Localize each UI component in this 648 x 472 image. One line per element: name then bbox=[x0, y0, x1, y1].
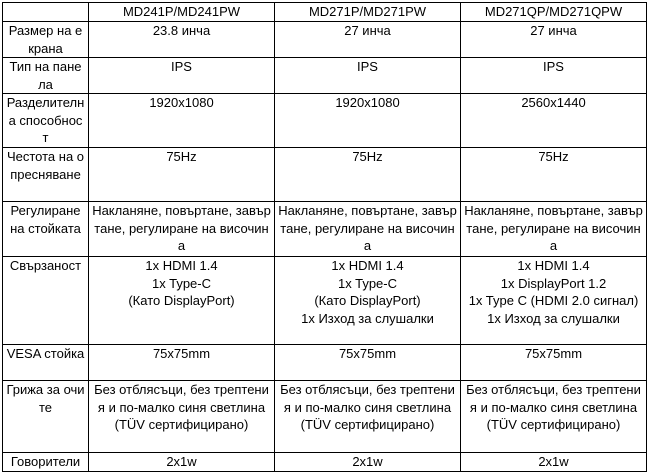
cell-line: 1x Type-C bbox=[151, 275, 211, 291]
cell-line: 1920x1080 bbox=[335, 95, 400, 110]
row-screen-size bbox=[3, 22, 647, 58]
cell-line: 75Hz bbox=[352, 149, 383, 164]
header-md271qp: MD271QP/MD271QPW bbox=[461, 3, 647, 22]
cell-line: Без отблясъци, без трептения и по-малко синя светлина (TÜV сертифицирано) bbox=[94, 382, 269, 432]
header-md241p: MD241P/MD241PW bbox=[89, 3, 275, 22]
header-empty-cell bbox=[3, 3, 89, 22]
row-label-eye-care: Грижа за очите bbox=[3, 381, 89, 453]
cell-eye-care-md271p bbox=[275, 381, 461, 453]
cell-line: 1x Type C (HDMI 2.0 сигнал) bbox=[468, 293, 639, 308]
cell-panel-type-md271p bbox=[275, 58, 461, 94]
cell-stand-adjustment-md271p bbox=[275, 202, 461, 257]
cell-eye-care-md241p bbox=[89, 381, 275, 453]
cell-panel-type-md271qp bbox=[461, 58, 647, 94]
cell-line: 1x HDMI 1.4 bbox=[331, 258, 404, 273]
cell-stand-adjustment-md241p bbox=[89, 202, 275, 257]
cell-line: IPS bbox=[543, 59, 564, 74]
cell-line: 1x Type-C bbox=[337, 275, 397, 291]
row-connectivity bbox=[3, 257, 647, 345]
monitor-spec-table bbox=[2, 2, 647, 472]
cell-line: (Като DisplayPort) bbox=[314, 293, 421, 308]
cell-speakers-md241p bbox=[89, 453, 275, 472]
cell-eye-care-md271qp bbox=[461, 381, 647, 453]
cell-line: 1x Изход за слушалки bbox=[487, 310, 620, 326]
row-label-screen-size: Размер на екрана bbox=[3, 22, 89, 58]
cell-line: 75x75mm bbox=[152, 346, 211, 361]
row-speakers bbox=[3, 453, 647, 472]
cell-line: 1x DisplayPort 1.2 bbox=[500, 275, 607, 291]
row-label-panel-type: Тип на панела bbox=[3, 58, 89, 94]
cell-line: Накланяне, повъртане, завъртане, регулиране на височина bbox=[278, 203, 457, 253]
row-panel-type bbox=[3, 58, 647, 94]
row-label-stand-adjustment: Регулиране на стойката bbox=[3, 202, 89, 257]
cell-connectivity-md241p bbox=[89, 257, 275, 345]
cell-line: 1x HDMI 1.4 bbox=[517, 258, 590, 273]
cell-line: (Като DisplayPort) bbox=[128, 293, 235, 308]
row-label-vesa: VESA стойка bbox=[3, 345, 89, 381]
cell-vesa-md271p bbox=[275, 345, 461, 381]
cell-resolution-md241p bbox=[89, 94, 275, 148]
cell-line: 2x1w bbox=[538, 454, 569, 469]
cell-speakers-md271qp bbox=[461, 453, 647, 472]
cell-line: IPS bbox=[171, 59, 192, 74]
cell-stand-adjustment-md271qp bbox=[461, 202, 647, 257]
cell-refresh-rate-md271qp bbox=[461, 148, 647, 202]
cell-line: IPS bbox=[357, 59, 378, 74]
cell-line: Без отблясъци, без трептения и по-малко синя светлина (TÜV сертифицирано) bbox=[466, 382, 641, 432]
row-label-refresh-rate: Честота на опресняване bbox=[3, 148, 89, 202]
row-eye-care bbox=[3, 381, 647, 453]
cell-line: Накланяне, повъртане, завъртане, регулиране на височина bbox=[464, 203, 643, 253]
cell-line: 1920x1080 bbox=[149, 95, 214, 110]
row-label-speakers: Говорители bbox=[3, 453, 89, 472]
cell-line: 1x HDMI 1.4 bbox=[145, 258, 218, 273]
cell-line: 75Hz bbox=[166, 149, 197, 164]
row-resolution bbox=[3, 94, 647, 148]
cell-line: 75x75mm bbox=[524, 346, 583, 361]
cell-line: 2x1w bbox=[166, 454, 197, 469]
cell-line: 2560x1440 bbox=[521, 95, 586, 110]
row-refresh-rate bbox=[3, 148, 647, 202]
cell-line: 75x75mm bbox=[338, 346, 397, 361]
header-row bbox=[3, 3, 647, 22]
row-label-resolution: Разделителна способност bbox=[3, 94, 89, 148]
cell-resolution-md271qp bbox=[461, 94, 647, 148]
cell-connectivity-md271qp bbox=[461, 257, 647, 345]
cell-screen-size-md271p bbox=[275, 22, 461, 58]
cell-line: Без отблясъци, без трептения и по-малко синя светлина (TÜV сертифицирано) bbox=[280, 382, 455, 432]
cell-connectivity-md271p bbox=[275, 257, 461, 345]
cell-line: 23.8 инча bbox=[152, 23, 211, 38]
cell-screen-size-md241p bbox=[89, 22, 275, 58]
cell-line: 2x1w bbox=[352, 454, 383, 469]
row-vesa bbox=[3, 345, 647, 381]
cell-resolution-md271p bbox=[275, 94, 461, 148]
cell-panel-type-md241p bbox=[89, 58, 275, 94]
header-md271p: MD271P/MD271PW bbox=[275, 3, 461, 22]
cell-vesa-md241p bbox=[89, 345, 275, 381]
cell-refresh-rate-md241p bbox=[89, 148, 275, 202]
row-stand-adjustment bbox=[3, 202, 647, 257]
cell-vesa-md271qp bbox=[461, 345, 647, 381]
cell-line: 27 инча bbox=[530, 23, 577, 38]
row-label-connectivity: Свързаност bbox=[3, 257, 89, 345]
cell-refresh-rate-md271p bbox=[275, 148, 461, 202]
cell-line: 75Hz bbox=[538, 149, 569, 164]
cell-line: 1x Изход за слушалки bbox=[301, 310, 434, 326]
cell-screen-size-md271qp bbox=[461, 22, 647, 58]
cell-speakers-md271p bbox=[275, 453, 461, 472]
cell-line: 27 инча bbox=[344, 23, 391, 38]
cell-line: Накланяне, повъртане, завъртане, регулиране на височина bbox=[92, 203, 271, 253]
